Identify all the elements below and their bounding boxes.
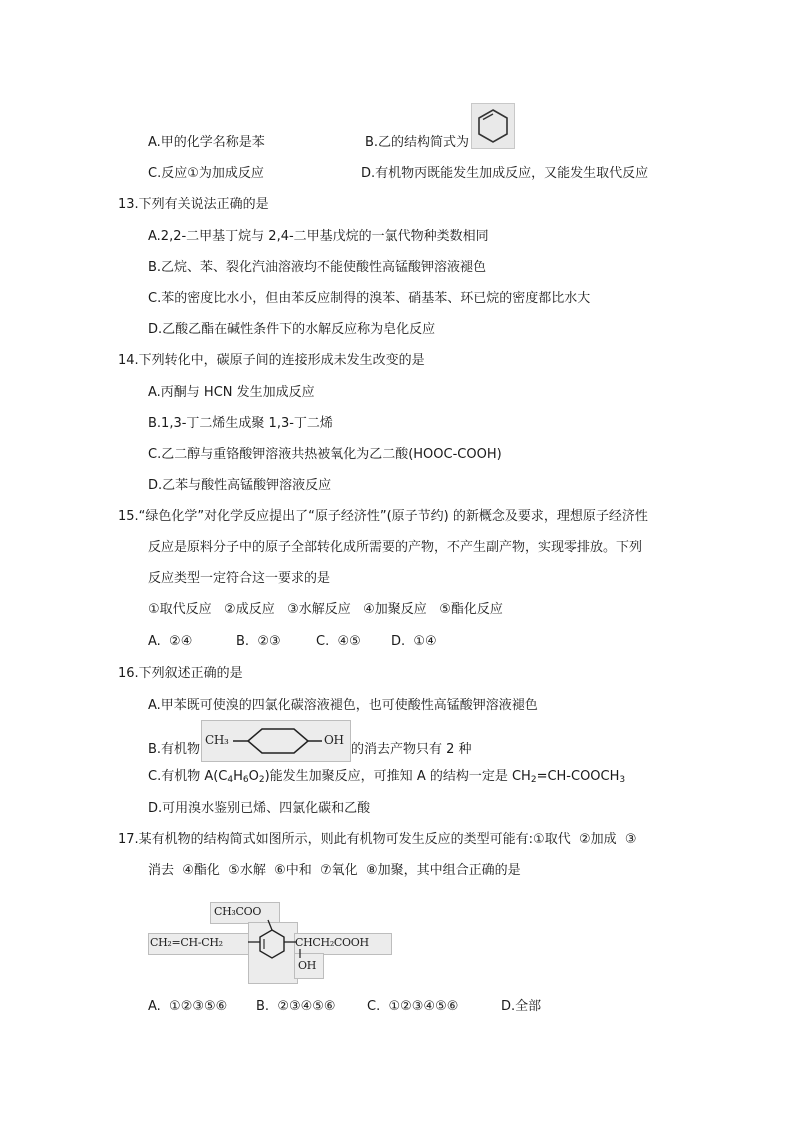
- struct-acid-chain-label: CHCH₂COOH: [295, 936, 369, 949]
- q12-option-b: B.乙的结构简式为: [365, 135, 470, 150]
- q16-option-a: A.甲苯既可使溴的四氯化碳溶液褪色，也可使酸性高锰酸钾溶液褪色: [148, 698, 538, 713]
- q15-option-d: D. ①④: [391, 634, 437, 649]
- q17-option-b: B. ②③④⑤⑥: [256, 999, 336, 1014]
- q16-stem: 16.下列叙述正确的是: [118, 666, 243, 681]
- q13-option-c: C.苯的密度比水小，但由苯反应制得的溴苯、硝基苯、环已烷的密度都比水大: [148, 291, 591, 306]
- q14-stem: 14.下列转化中，碳原子间的连接形成未发生改变的是: [118, 353, 425, 368]
- q17-option-c: C. ①②③④⑤⑥: [367, 999, 459, 1014]
- q15-option-b: B. ②③: [236, 634, 281, 649]
- q15-stem-line1: 15.“绿色化学”对化学反应提出了“原子经济性”(原子节约) 的新概念及要求，理想原子经济性: [118, 509, 648, 524]
- q16-option-b-prefix: B.有机物: [148, 742, 201, 757]
- q14-option-c: C.乙二醇与重铬酸钾溶液共热被氧化为乙二酸(HOOC-COOH): [148, 447, 502, 462]
- q13-option-b: B.乙烷、苯、裂化汽油溶液均不能使酸性高锰酸钾溶液褪色: [148, 260, 487, 275]
- struct-hydroxyl-label: OH: [298, 959, 317, 972]
- methylcyclohexanol-structure: [201, 720, 351, 762]
- q14-option-a: A.丙酮与 HCN 发生加成反应: [148, 385, 315, 400]
- q13-stem: 13.下列有关说法正确的是: [118, 197, 269, 212]
- q14-option-b: B.1,3-丁二烯生成聚 1,3-丁二烯: [148, 416, 333, 431]
- q13-option-d: D.乙酸乙酯在碱性条件下的水解反应称为皂化反应: [148, 322, 436, 337]
- q15-option-a: A. ②④: [148, 634, 193, 649]
- q13-option-a: A.2,2-二甲基丁烷与 2,4-二甲基戊烷的一氯代物种类数相同: [148, 229, 489, 244]
- cyclohexene-structure-icon: [471, 103, 515, 149]
- q12-option-d: D.有机物丙既能发生加成反应，又能发生取代反应: [361, 166, 649, 181]
- q15-stem-line2: 反应是原料分子中的原子全部转化成所需要的产物，不产生副产物，实现零排放。下列: [148, 540, 643, 555]
- q15-stem-line3: 反应类型一定符合这一要求的是: [148, 571, 331, 586]
- q12-option-a: A.甲的化学名称是苯: [148, 135, 265, 150]
- struct-allyl-label: CH₂=CH-CH₂: [150, 936, 223, 949]
- q17-structure-figure: [148, 902, 392, 982]
- q15-option-c: C. ④⑤: [316, 634, 361, 649]
- struct-oh-label: OH: [324, 733, 344, 747]
- q17-stem-line1: 17.某有机物的结构简式如图所示，则此有机物可发生反应的类型可能有:①取代 ②加成 ③: [118, 832, 637, 847]
- q16-option-c: C.有机物 $A(C_4H_6O_2)$能发生加聚反应，可推知 A 的结构一定是 $CH_2=CH-COOCH_3$: [148, 769, 626, 785]
- q16-option-b-suffix: 的消去产物只有 2 种: [351, 742, 472, 757]
- struct-ch3-label: CH₃: [205, 733, 229, 747]
- q17-option-a: A. ①②③⑤⑥: [148, 999, 228, 1014]
- q15-reaction-types: ①取代反应 ②成反应 ③水解反应 ④加聚反应 ⑤酯化反应: [148, 602, 503, 617]
- q17-option-d: D.全部: [501, 999, 542, 1014]
- q17-stem-line2: 消去 ④酯化 ⑤水解 ⑥中和 ⑦氧化 ⑧加聚，其中组合正确的是: [148, 863, 521, 878]
- q12-option-c: C.反应①为加成反应: [148, 166, 264, 181]
- q14-option-d: D.乙苯与酸性高锰酸钾溶液反应: [148, 478, 332, 493]
- struct-acetoxy-label: CH₃COO: [214, 905, 262, 918]
- q16-option-d: D.可用溴水鉴别已烯、四氯化碳和乙酸: [148, 801, 371, 816]
